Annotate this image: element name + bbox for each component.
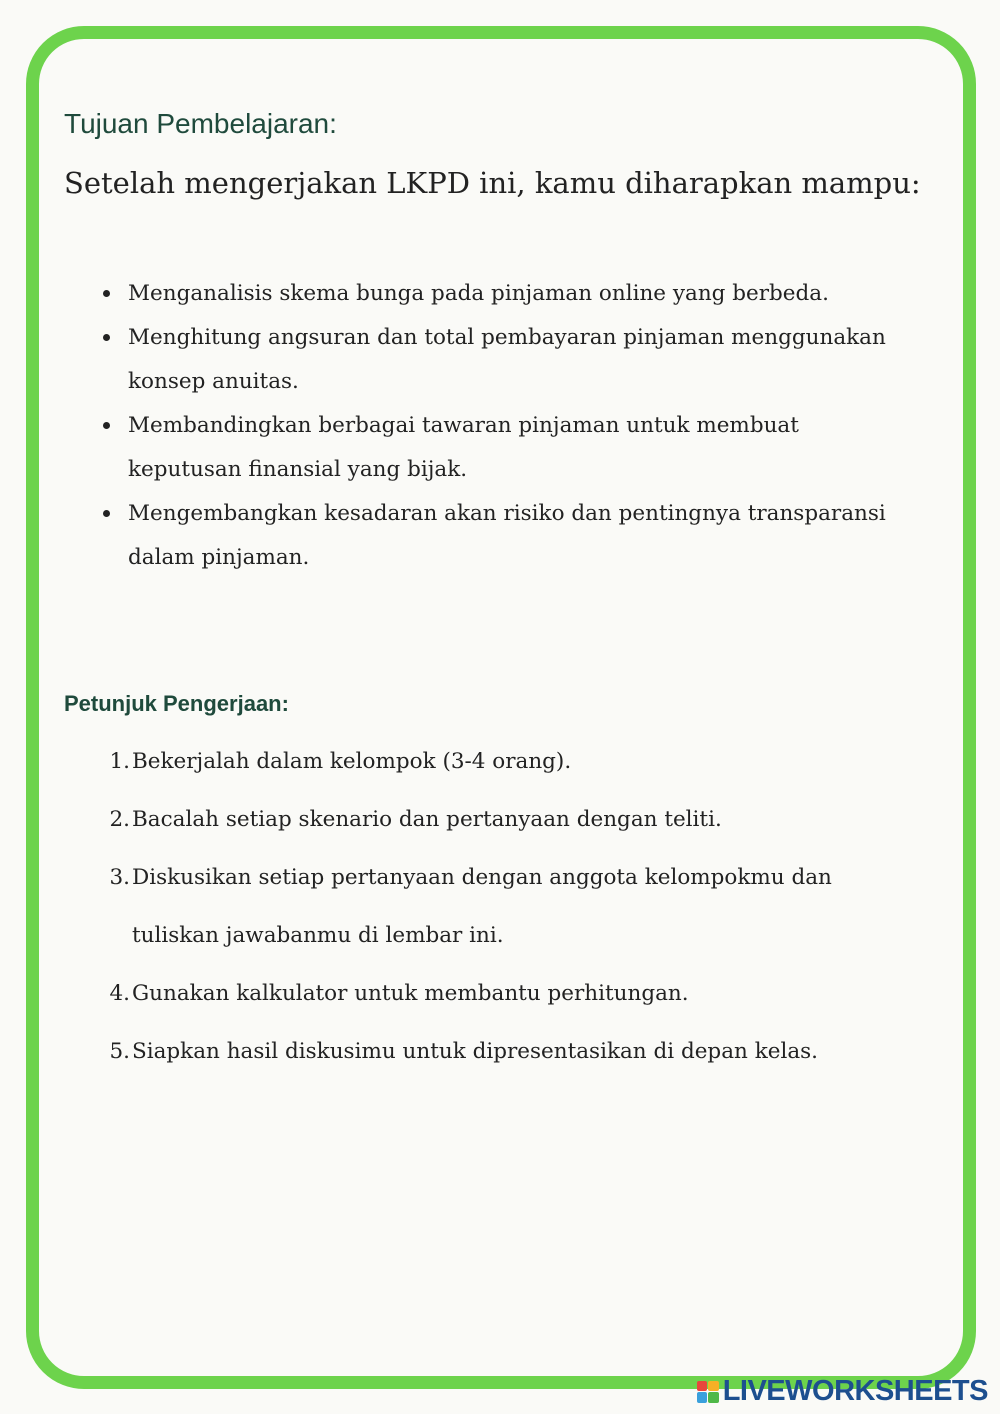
learning-goals-intro: Setelah mengerjakan LKPD ini, kamu diharapkan mampu: bbox=[64, 166, 921, 200]
watermark-text: LIVEWORKSHEETS bbox=[722, 1375, 988, 1407]
step-number: 3. bbox=[109, 865, 130, 890]
step-number: 1. bbox=[109, 749, 130, 774]
step-text: Gunakan kalkulator untuk membantu perhitungan. bbox=[132, 981, 689, 1006]
liveworksheets-watermark bbox=[697, 1375, 988, 1408]
logo-square bbox=[697, 1392, 708, 1403]
bullet-icon bbox=[103, 422, 110, 429]
step-text: Bacalah setiap skenario dan pertanyaan dengan teliti. bbox=[132, 807, 722, 832]
list-item bbox=[98, 492, 898, 580]
step-number: 4. bbox=[109, 981, 130, 1006]
step-text: Diskusikan setiap pertanyaan dengan anggota kelompokmu dan tuliskan jawabanmu di lembar ini. bbox=[132, 865, 832, 948]
list-item bbox=[98, 316, 898, 404]
instructions-list bbox=[100, 733, 900, 1081]
bullet-icon bbox=[103, 290, 110, 297]
logo-square bbox=[697, 1381, 708, 1392]
list-item bbox=[98, 272, 898, 316]
learning-goals-list bbox=[98, 272, 898, 580]
list-item bbox=[100, 733, 900, 791]
list-item bbox=[100, 965, 900, 1023]
step-text: Siapkan hasil diskusimu untuk dipresentasikan di depan kelas. bbox=[132, 1039, 819, 1064]
instructions-title: Petunjuk Pengerjaan: bbox=[64, 691, 289, 716]
logo-square bbox=[708, 1381, 719, 1392]
goal-text: Mengembangkan kesadaran akan risiko dan pentingnya transparansi dalam pinjaman. bbox=[128, 501, 886, 570]
learning-goals-title: Tujuan Pembelajaran: bbox=[64, 108, 337, 139]
list-item bbox=[100, 791, 900, 849]
list-item bbox=[98, 404, 898, 492]
goal-text: Menghitung angsuran dan total pembayaran pinjaman menggunakan konsep anuitas. bbox=[128, 325, 886, 394]
step-text: Bekerjalah dalam kelompok (3-4 orang). bbox=[132, 749, 572, 774]
step-number: 2. bbox=[109, 807, 130, 832]
list-item bbox=[100, 1023, 900, 1081]
logo-square bbox=[708, 1392, 719, 1403]
bullet-icon bbox=[103, 510, 110, 517]
list-item bbox=[100, 849, 900, 965]
goal-text: Menganalisis skema bunga pada pinjaman online yang berbeda. bbox=[128, 281, 829, 306]
goal-text: Membandingkan berbagai tawaran pinjaman untuk membuat keputusan finansial yang bijak. bbox=[128, 413, 799, 482]
step-number: 5. bbox=[109, 1039, 130, 1064]
bullet-icon bbox=[103, 334, 110, 341]
liveworksheets-logo-icon bbox=[697, 1381, 719, 1403]
